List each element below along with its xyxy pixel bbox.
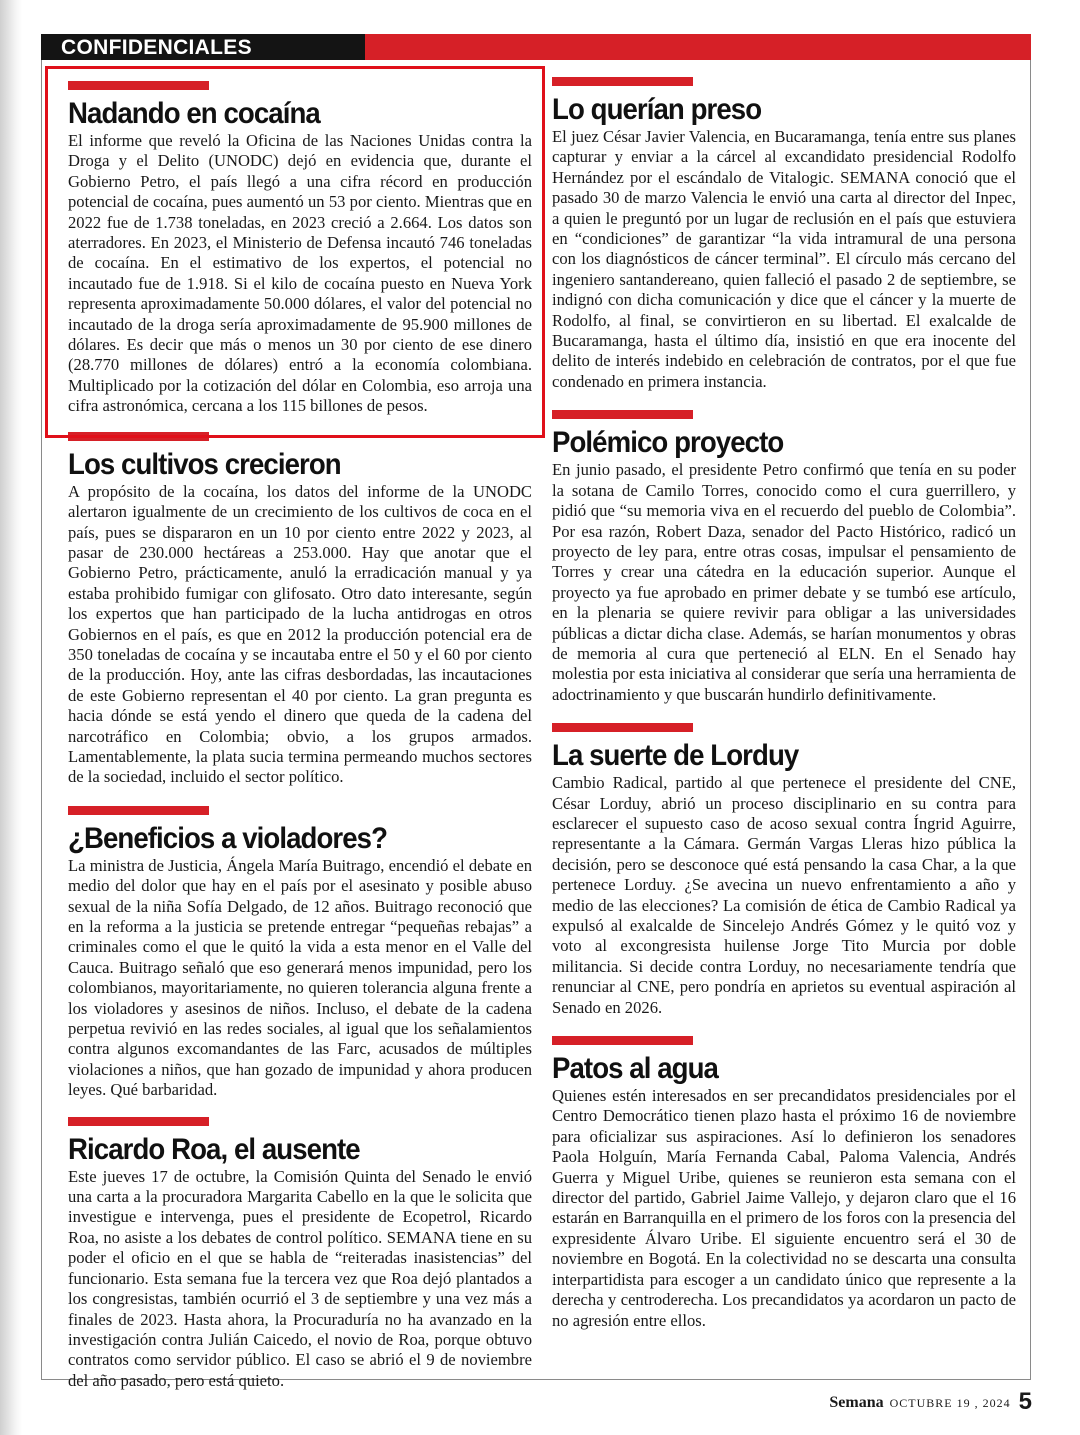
article-title: Los cultivos crecieron xyxy=(68,447,341,481)
article-body: El juez César Javier Valencia, en Bucaramanga, tenía entre sus planes capturar y enviar a la cárcel al excandidato presidencial Rodolfo Hernández por el escándalo de Vitalogic. SEMANA conoció que el pasado 30 de marzo Valencia le envió una carta al director del Inpec, a quien le preguntó por un lugar de reclusión en el país que estuviera en “condiciones” de garantizar “la vida intramural de una persona con los diagnósticos de cáncer terminal”. El círculo más cercano del ingeniero santandereano, quien falleció el pasado 2 de septiembre, se indignó con dicha comunicación y dice que el cáncer y la muerte de Rodolfo, al final, se convirtieron en su libertad. El exalcalde de Bucaramanga, hasta el último día, insistió en que era inocente del delito de interés indebido en celebración de contratos, por el que fue condenado en primera instancia. xyxy=(552,127,1016,391)
article-la-suerte-de-lorduy xyxy=(552,723,1016,1018)
article-title: La suerte de Lorduy xyxy=(552,739,799,773)
article-los-cultivos-crecieron xyxy=(68,432,532,788)
red-rule xyxy=(552,77,693,86)
article-title: Polémico proyecto xyxy=(552,426,784,460)
article-body: El informe que reveló la Oficina de las Naciones Unidas contra la Droga y el Delito (UNODC) dejó en evidencia que, durante el Gobierno Petro, el país llegó a una cifra récord en producción potencial de cocaína, pues aumentó un 53 por ciento. Mientras que en 2022 fue de 1.738 toneladas, en 2023 creció a 2.664. Los datos son aterradores. En 2023, el Ministerio de Defensa incautó 746 toneladas de cocaína. En el estimativo de los expertos, el potencial no incautado fue de 1.918. Si el kilo de cocaína puesto en Nueva York representa aproximadamente 50.000 dólares, el valor del potencial no incautado de la droga sería aproximadamente de 95.900 millones de dólares. Es decir que más o menos un 30 por ciento de ese dinero (28.770 millones de dólares) entró a la economía colombiana. Multiplicado por la cotización del dólar en Colombia, eso arroja una cifra astronómica, cercana a los 115 billones de pesos. xyxy=(68,131,532,416)
red-rule xyxy=(552,410,693,419)
article-title: Lo querían preso xyxy=(552,93,762,126)
red-rule xyxy=(552,723,693,732)
article-title: Patos al agua xyxy=(552,1052,718,1086)
red-rule xyxy=(552,1036,693,1045)
page-footer xyxy=(829,1388,1032,1416)
article-title: Ricardo Roa, el ausente xyxy=(68,1132,360,1166)
article-body: A propósito de la cocaína, los datos del informe de la UNODC alertaron igualmente de un crecimiento de los cultivos de coca en el país, pues se dispararon en un 10 por ciento entre 2022 y 2023, al pasar de 230.000 hectáreas a 253.000. Hay que anotar que el Gobierno Petro, prácticamente, anuló la erradicación manual y ya estaba prohibido fumigar con glifosato. Otro dato interesante, según los expertos que han participado de la lucha antidrogas en otros Gobiernos en el país, es que en 2012 la producción potencial era de 350 toneladas de cocaína y se incautaba entre el 50 y el 60 por ciento de la producción. Hoy, ante las cifras desbordadas, las incautaciones de este Gobierno representan el 40 por ciento. La gran pregunta es hacia dónde se está yendo el dinero que queda de la cadena del narcotráfico en Colombia; obvio, a los grupos armados. Lamentablemente, la plata sucia termina permeando muchos sectores de la sociedad, incluido el sector político. xyxy=(68,481,532,787)
article-polemico-proyecto xyxy=(552,410,1016,705)
article-body: La ministra de Justicia, Ángela María Buitrago, encendió el debate en medio del dolor que hay en el país por el asesinato y posible abuso sexual de la niña Sofía Delgado, de 12 años. Buitrago reconoció que en la reforma a la justicia se pretende entregar “pequeñas rebajas” a criminales como el que le quitó la vida a esta menor en el Valle del Cauca. Buitrago señaló que eso generará menos impunidad, pero los colombianos, mayoritariamente, no quieren tolerancia alguna frente a los violadores y asesinos de niños. Incluso, el debate de la cadena perpetua revivió en las redes sociales, al igual que los señalamientos contra algunos excomandantes de las Farc, acusados de múltiples violaciones a niños, que han gozado de impunidad y ahora producen leyes. Qué barbaridad. xyxy=(68,855,532,1100)
article-body: En junio pasado, el presidente Petro confirmó que tenía en su poder la sotana de Camilo Torres, conocido como el cura guerrillero, y pidió que “su memoria viva en el recuerdo del pueblo de Colombia”. Por esa razón, Robert Daza, senador del Pacto Histórico, radicó un proyecto de ley para, entre otras cosas, impulsar el pensamiento de Torres y crear una cátedra en la educación superior. Aunque el proyecto ya fue aprobado en primer debate y se tumbó ese artículo, en la plenaria se quiere revivir para obligar a las universidades públicas a dictar dicha clase. Además, se harían monumentos y obras de memoria al cura que perteneció al ELN. En el Senado hay molestia por esta iniciativa al considerar que sería una herramienta de adoctrinamiento y que buscarán hundirlo definitivamente. xyxy=(552,460,1016,704)
footer-magazine-name: Semana xyxy=(829,1394,884,1411)
page-number: 5 xyxy=(1018,1388,1032,1415)
article-body: Quienes estén interesados en ser precandidatos presidenciales por el Centro Democrático tienen plazo hasta el próximo 16 de noviembre para oficializar sus aspiraciones. Así lo definieron los senadores Paola Holguín, María Fernanda Cabal, Paloma Valencia, Andrés Guerra y Miguel Uribe, quienes se reunieron esta semana con el director del partido, Gabriel Jaime Vallejo, y dejaron claro que el 16 estarán en Barranquilla en el primero de los foros con la presencia del expresidente Álvaro Uribe. El siguiente encuentro será el 30 de noviembre en Bogotá. En la colectividad no se descarta una consulta interpartidista para escoger a un candidato único que represente a la derecha y centroderecha. Los precandidatos ya acordaron un pacto de no agresión entre ellos. xyxy=(552,1086,1016,1330)
article-ricardo-roa-el-ausente xyxy=(68,1117,532,1391)
article-lo-querian-preso xyxy=(552,77,1016,392)
highlight-outline-box xyxy=(45,66,545,438)
article-patos-al-agua xyxy=(552,1036,1016,1331)
red-rule xyxy=(68,806,209,815)
article-body: Este jueves 17 de octubre, la Comisión Quinta del Senado le envió una carta a la procuradora Margarita Cabello en la que le solicita que investigue e intervenga, pues el presidente de Ecopetrol, Ricardo Roa, no asiste a los debates de control político. SEMANA tiene en su poder el oficio en el que se habla de “reiteradas inasistencias” del funcionario. Esta semana fue la tercera vez que Roa dejó plantados a los congresistas, también ocurrió el 3 de septiembre y una vez más a finales de 2023. Hasta ahora, la Procuraduría no ha avanzado en la investigación contra Julián Caicedo, el novio de Roa, porque obtuvo contratos como servidor público. El caso se abrió el 9 de noviembre del año pasado, pero está quieto. xyxy=(68,1166,532,1390)
article-title: Nadando en cocaína xyxy=(68,97,320,130)
section-header-bar xyxy=(41,34,1031,60)
article-beneficios-a-violadores xyxy=(68,806,532,1101)
section-label: CONFIDENCIALES xyxy=(41,34,365,60)
red-rule xyxy=(68,1117,209,1126)
page-gutter-shadow xyxy=(0,0,22,1435)
right-column xyxy=(552,68,1016,1331)
article-title: ¿Beneficios a violadores? xyxy=(68,821,388,855)
footer-date: OCTUBRE 19 , 2024 xyxy=(889,1396,1011,1410)
article-body: Cambio Radical, partido al que pertenece el presidente del CNE, César Lorduy, abrió un proceso disciplinario en su contra para esclarecer el supuesto caso de acoso sexual contra Íngrid Aguirre, representante a la Cámara. Germán Vargas Lleras hizo pública la decisión, pero se desconoce qué está pensando la casa Char, a la que pertenece Lorduy. ¿Se avecina un nuevo enfrentamiento a año y medio de las elecciones? La comisión de ética de Cambio Radical ya expulsó al exalcalde de Sincelejo Andrés Gómez y le quitó voz y voto al excongresista huilense Jorge Tito Murcia por doble militancia. Si decide contra Lorduy, no necesariamente tendría que renunciar al CNE, pero pondría en aprietos su eventual aspiración al Senado en 2026. xyxy=(552,773,1016,1017)
